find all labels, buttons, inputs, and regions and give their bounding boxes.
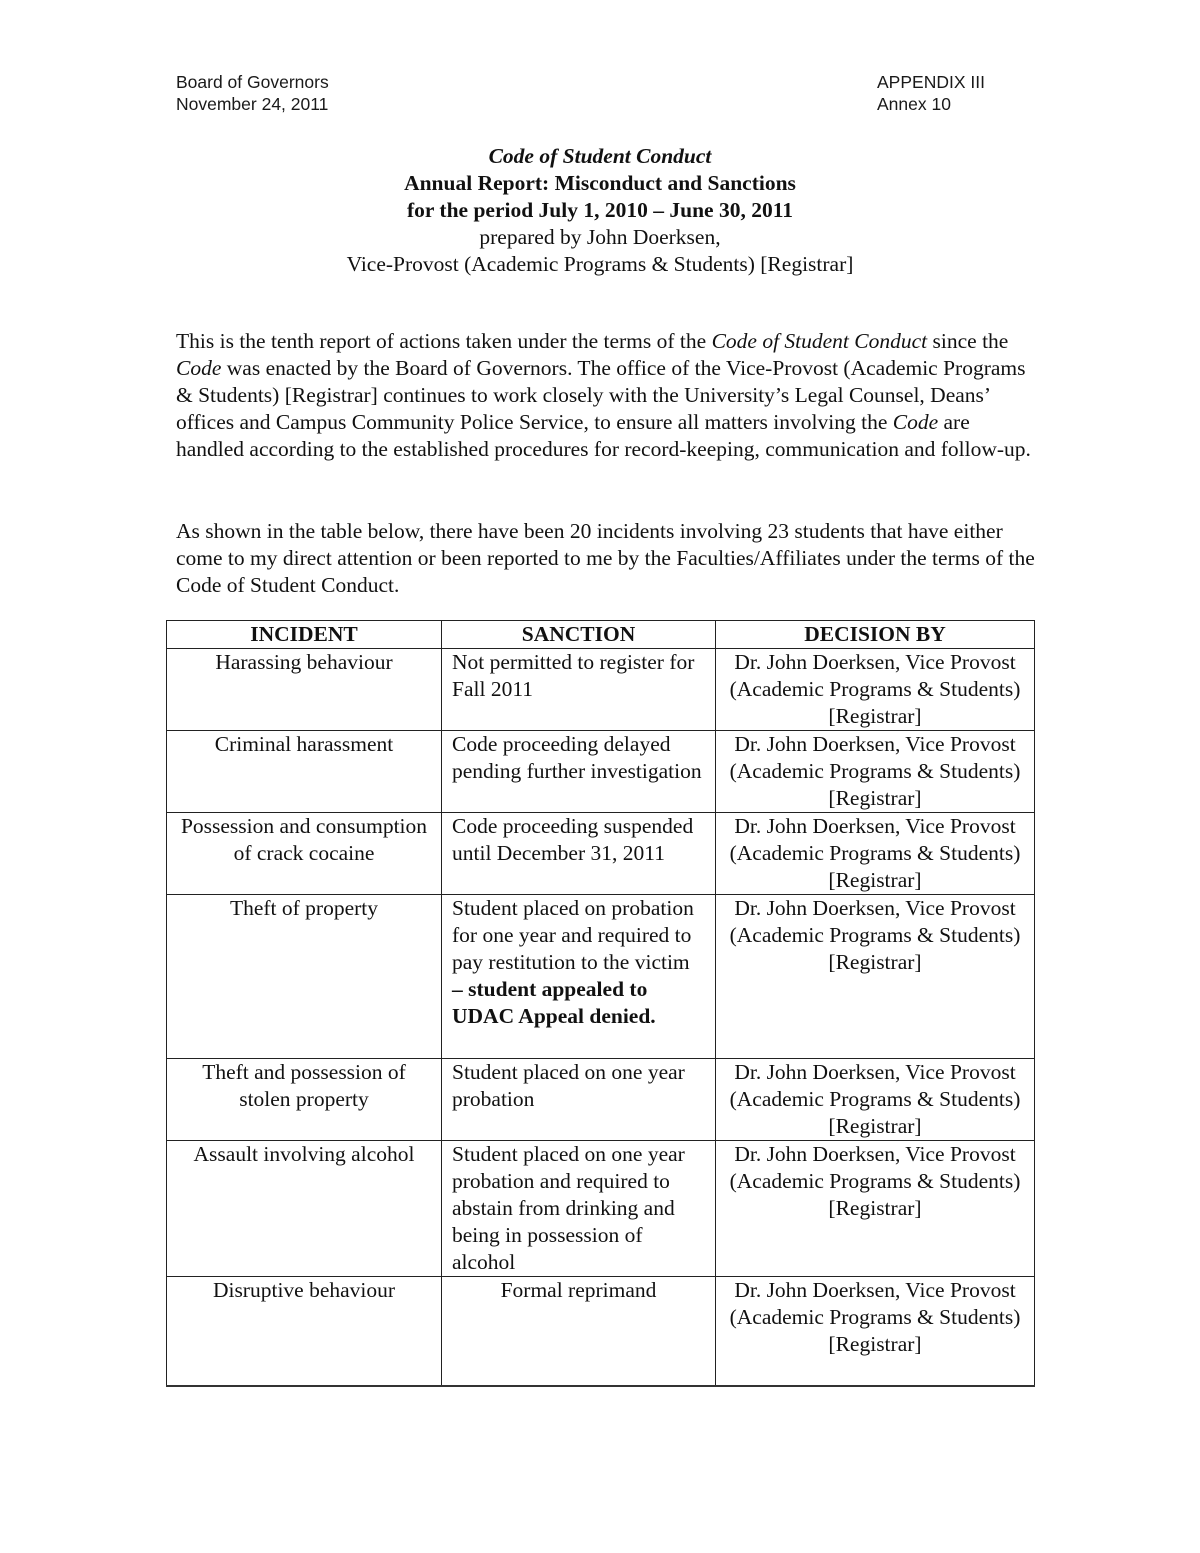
decision-cell: Dr. John Doerksen, Vice Provost (Academic Programs & Students) [Registrar] xyxy=(716,1141,1035,1277)
text-run: since the xyxy=(927,329,1009,353)
sanction-text: Not permitted to register for Fall 2011 xyxy=(452,650,695,701)
incident-cell: Criminal harassment xyxy=(167,731,442,813)
incident-cell: Theft of property xyxy=(167,895,442,1059)
intro-paragraph xyxy=(176,328,1036,463)
sanction-text: Student placed on one year probation xyxy=(452,1060,685,1111)
table-row xyxy=(167,813,1035,895)
table-header-row xyxy=(167,621,1035,649)
incident-cell: Assault involving alcohol xyxy=(167,1141,442,1277)
doc-author-role: Vice-Provost (Academic Programs & Students) [Registrar] xyxy=(346,252,854,276)
sanction-cell xyxy=(442,1141,716,1277)
summary-paragraph: As shown in the table below, there have been 20 incidents involving 23 students that have either come to my direct attention or been reported to me by the Faculties/Affiliates under the terms of the Code of Student Conduct. xyxy=(176,519,1035,597)
decision-cell: Dr. John Doerksen, Vice Provost (Academic Programs & Students) [Registrar] xyxy=(716,1277,1035,1387)
table-row xyxy=(167,1277,1035,1387)
table-row xyxy=(167,649,1035,731)
decision-cell: Dr. John Doerksen, Vice Provost (Academic Programs & Students) [Registrar] xyxy=(716,1059,1035,1141)
incident-cell: Harassing behaviour xyxy=(167,649,442,731)
sanction-text: Student placed on probation for one year and required to pay restitution to the victim xyxy=(452,896,694,974)
incident-table xyxy=(166,620,1035,1387)
table-row xyxy=(167,1059,1035,1141)
doc-author: prepared by John Doerksen, xyxy=(479,225,721,249)
sanction-cell xyxy=(442,1059,716,1141)
column-header-incident: INCIDENT xyxy=(167,621,442,649)
doc-subtitle: Annual Report: Misconduct and Sanctions xyxy=(404,171,796,195)
incident-cell: Possession and consumption of crack cocaine xyxy=(167,813,442,895)
incident-cell: Disruptive behaviour xyxy=(167,1277,442,1387)
header-appendix: APPENDIX III xyxy=(877,72,985,92)
header-annex: Annex 10 xyxy=(877,94,951,114)
sanction-text: Code proceeding delayed pending further investigation xyxy=(452,732,702,783)
text-run: are handled according to the established procedures for record-keeping, communication and follow-up. xyxy=(176,410,1031,461)
title-block xyxy=(0,143,1200,278)
text-run: This is the tenth report of actions taken under the terms of the xyxy=(176,329,712,353)
sanction-text: Code proceeding suspended until December 31, 2011 xyxy=(452,814,694,865)
sanction-cell xyxy=(442,813,716,895)
doc-title: Code of Student Conduct xyxy=(488,144,712,168)
text-run: was enacted by the Board of Governors. The office of the Vice-Provost (Academic Programs & Students) [Registrar] continues to work closely with the University’s Legal Counsel, Deans’ offices and Campus Community Police Service, to ensure all matters involving the xyxy=(176,356,1026,434)
header-right xyxy=(877,71,985,115)
text-run-italic: Code xyxy=(176,356,222,380)
decision-cell: Dr. John Doerksen, Vice Provost (Academic Programs & Students) [Registrar] xyxy=(716,895,1035,1059)
text-run-italic: Code of Student Conduct xyxy=(711,329,928,353)
sanction-text: Student placed on one year probation and required to abstain from drinking and being in possession of alcohol xyxy=(452,1142,685,1274)
table-row xyxy=(167,731,1035,813)
sanction-cell xyxy=(442,649,716,731)
header-org: Board of Governors xyxy=(176,72,329,92)
sanction-cell xyxy=(442,895,716,1059)
table-row xyxy=(167,1141,1035,1277)
decision-cell: Dr. John Doerksen, Vice Provost (Academic Programs & Students) [Registrar] xyxy=(716,649,1035,731)
column-header-decision: DECISION BY xyxy=(716,621,1035,649)
decision-cell: Dr. John Doerksen, Vice Provost (Academic Programs & Students) [Registrar] xyxy=(716,731,1035,813)
header-left xyxy=(176,71,329,115)
column-header-sanction: SANCTION xyxy=(442,621,716,649)
decision-cell: Dr. John Doerksen, Vice Provost (Academic Programs & Students) [Registrar] xyxy=(716,813,1035,895)
text-run-italic: Code xyxy=(892,410,939,434)
header-date: November 24, 2011 xyxy=(176,94,329,114)
doc-period: for the period July 1, 2010 – June 30, 2011 xyxy=(406,198,794,222)
incident-cell: Theft and possession of stolen property xyxy=(167,1059,442,1141)
appeal-note: – student appealed to UDAC Appeal denied. xyxy=(452,977,656,1028)
sanction-cell xyxy=(442,1277,716,1387)
table-row xyxy=(167,895,1035,1059)
sanction-cell xyxy=(442,731,716,813)
sanction-text: Formal reprimand xyxy=(500,1278,657,1302)
